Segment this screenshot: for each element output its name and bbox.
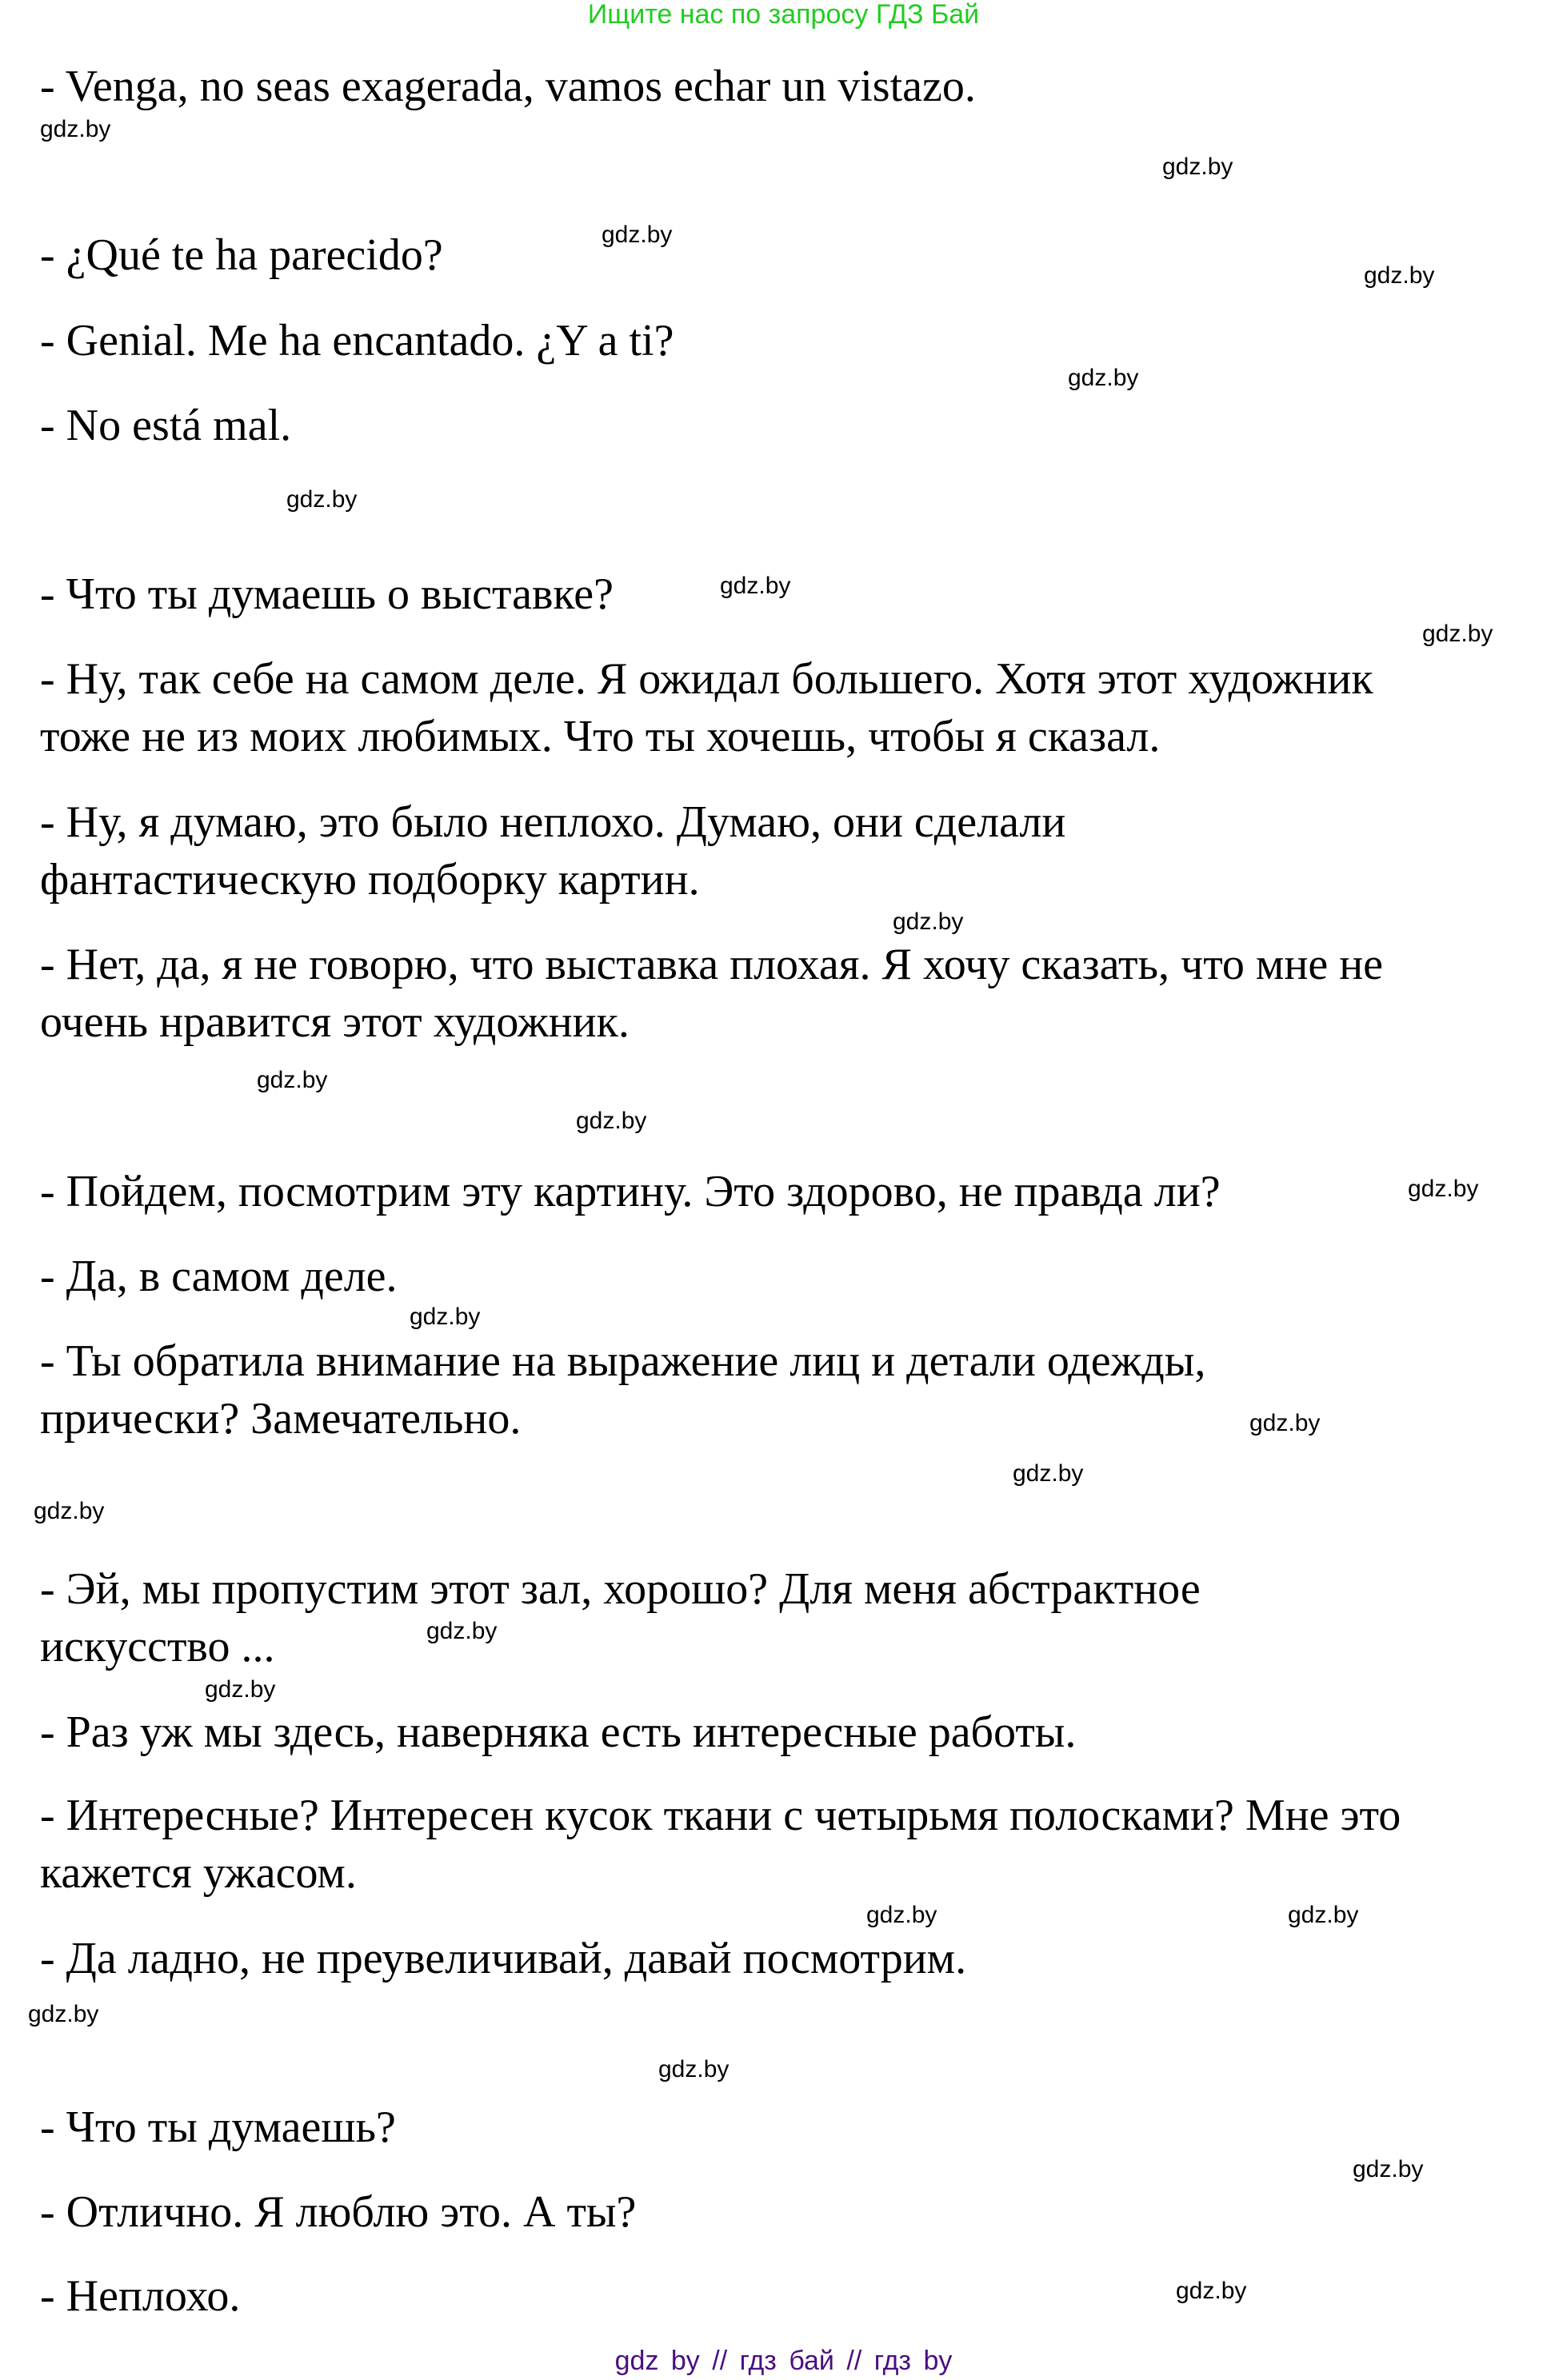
watermark: gdz.by xyxy=(1353,2156,1424,2182)
dialogue-line: - Эй, мы пропустим этот зал, хорошо? Для меня абстрактное искусство ... xyxy=(40,1564,1201,1671)
watermark: gdz.by xyxy=(658,2056,730,2082)
watermark: gdz.by xyxy=(1364,262,1435,289)
watermark: gdz.by xyxy=(602,222,673,248)
watermark: gdz.by xyxy=(1176,2278,1247,2304)
dialogue-line: - Да ладно, не преувеличивай, давай посмотрим. xyxy=(40,1934,967,1983)
dialogue-line: - Venga, no seas exagerada, vamos echar un vistazo. xyxy=(40,62,976,111)
dialogue-line: - Да, в самом деле. xyxy=(40,1252,398,1301)
watermark: gdz.by xyxy=(1162,154,1233,180)
dialogue-line: - Неплохо. xyxy=(40,2271,241,2321)
watermark: gdz.by xyxy=(40,116,111,142)
watermark: gdz.by xyxy=(1422,621,1493,647)
search-banner: Ищите нас по запросу ГДЗ Бай xyxy=(587,0,980,30)
dialogue-line: - ¿Qué te ha parecido? xyxy=(40,230,443,280)
dialogue-line: - Ну, я думаю, это было неплохо. Думаю, они сделали фантастическую подборку картин. xyxy=(40,797,1066,904)
dialogue-line: - Ты обратила внимание на выражение лиц и детали одежды, прически? Замечательно. xyxy=(40,1336,1206,1444)
watermark: gdz.by xyxy=(1068,365,1139,391)
dialogue-line: - Что ты думаешь? xyxy=(40,2102,396,2152)
watermark: gdz.by xyxy=(866,1902,937,1928)
watermark: gdz.by xyxy=(1013,1460,1084,1487)
watermark: gdz.by xyxy=(410,1304,481,1330)
watermark: gdz.by xyxy=(576,1108,647,1134)
dialogue-line: - Раз уж мы здесь, наверняка есть интересные работы. xyxy=(40,1707,1077,1757)
watermark: gdz.by xyxy=(34,1498,105,1524)
dialogue-line: - Что ты думаешь о выставке? xyxy=(40,569,614,619)
dialogue-line: - Ну, так себе на самом деле. Я ожидал большего. Хотя этот художник тоже не из моих любимых. Что ты хочешь, чтобы я сказал. xyxy=(40,654,1373,761)
dialogue-line: - Отлично. Я люблю это. А ты? xyxy=(40,2187,637,2237)
footer-links: gdz by // гдз бай // гдз by xyxy=(614,2346,953,2376)
dialogue-line: - Интересные? Интересен кусок ткани с четырьмя полосками? Мне это кажется ужасом. xyxy=(40,1791,1401,1898)
watermark: gdz.by xyxy=(426,1618,498,1644)
watermark: gdz.by xyxy=(1408,1176,1479,1202)
dialogue-line: - No está mal. xyxy=(40,401,292,450)
watermark: gdz.by xyxy=(28,2001,99,2027)
watermark: gdz.by xyxy=(893,908,964,935)
watermark: gdz.by xyxy=(720,573,791,599)
watermark: gdz.by xyxy=(286,486,358,513)
dialogue-line: - Пойдем, посмотрим эту картину. Это здорово, не правда ли? xyxy=(40,1167,1221,1216)
watermark: gdz.by xyxy=(205,1676,276,1703)
watermark: gdz.by xyxy=(257,1067,328,1093)
dialogue-line: - Genial. Me ha encantado. ¿Y a ti? xyxy=(40,316,674,365)
watermark: gdz.by xyxy=(1288,1902,1359,1928)
dialogue-line: - Нет, да, я не говорю, что выставка плохая. Я хочу сказать, что мне не очень нравится этот художник. xyxy=(40,940,1384,1047)
watermark: gdz.by xyxy=(1249,1410,1321,1436)
